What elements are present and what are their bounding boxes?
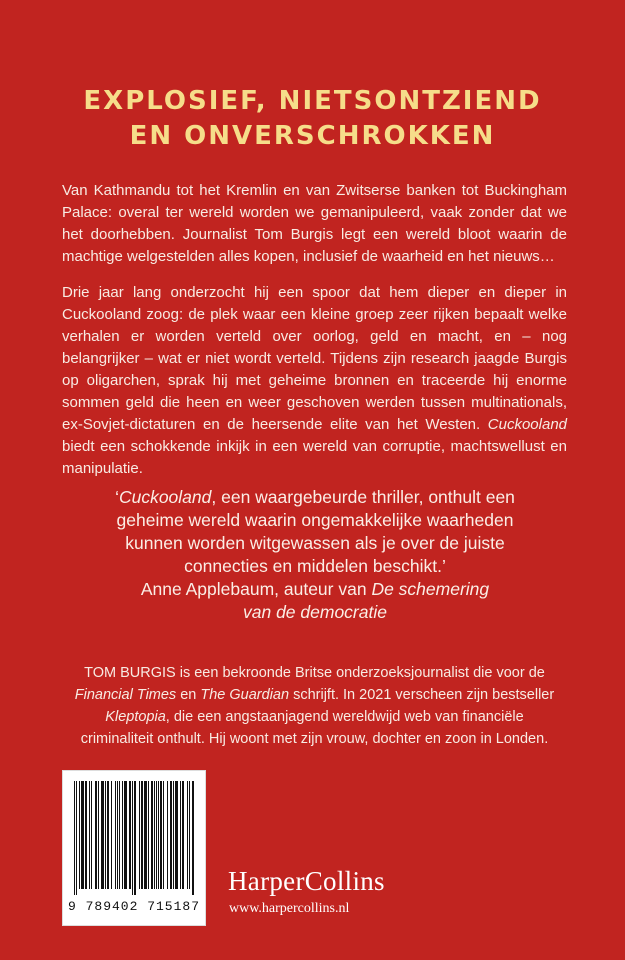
barcode-bar bbox=[141, 781, 143, 889]
bio-line-4: criminaliteit onthult. Hij woont met zijn vrouw, dochter en zoon in Londen. bbox=[80, 731, 549, 747]
barcode-bar bbox=[101, 781, 104, 889]
bio-line-3-text: , die een angstaanjagend wereldwijd web van financiële bbox=[165, 709, 524, 725]
barcode-bar bbox=[107, 781, 109, 889]
barcode-bar bbox=[98, 781, 99, 889]
quote-line-1-text: , een waargebeurde thriller, onthult een bbox=[211, 487, 515, 507]
barcode-bar bbox=[124, 781, 127, 889]
bio-line-2 bbox=[62, 684, 567, 706]
barcode-bar bbox=[111, 781, 112, 889]
bio-line-2-text: schrijft. In 2021 verscheen zijn bestseller bbox=[289, 687, 555, 703]
quote-attribution bbox=[80, 578, 550, 601]
isbn-barcode bbox=[74, 781, 194, 895]
publisher-logo: HarperCollins bbox=[228, 866, 385, 896]
barcode-bar bbox=[154, 781, 155, 889]
attribution-title-part-1: De schemering bbox=[371, 579, 490, 599]
barcode-bar bbox=[91, 781, 92, 889]
barcode-bar bbox=[105, 781, 106, 889]
barcode-bar bbox=[180, 781, 181, 889]
barcode-bar bbox=[119, 781, 120, 889]
quote-book-title: Cuckooland bbox=[118, 487, 212, 507]
barcode-bar bbox=[122, 781, 123, 889]
quote-line-4: connecties en middelen beschikt.’ bbox=[184, 556, 446, 576]
barcode-bar bbox=[156, 781, 157, 889]
barcode-bar bbox=[79, 781, 80, 889]
barcode-panel bbox=[62, 770, 206, 926]
barcode-bar bbox=[89, 781, 90, 889]
barcode-bar bbox=[160, 781, 162, 889]
publisher-website: www.harpercollins.nl bbox=[229, 901, 350, 916]
barcode-bar bbox=[158, 781, 159, 889]
quote-open-mark: ‘ bbox=[115, 487, 119, 507]
barcode-bar bbox=[74, 781, 75, 895]
bio-line-1: TOM BURGIS is een bekroonde Britse onderzoeksjournalist die voor de bbox=[84, 665, 545, 681]
barcode-bar bbox=[167, 781, 168, 889]
barcode-bar bbox=[189, 781, 190, 889]
barcode-bar bbox=[81, 781, 84, 889]
quote-line-3: kunnen worden witgewassen als je over de juiste bbox=[125, 533, 505, 553]
body-text-end: biedt een schokkende inkijk in een wereld van corruptie, machtswellust en manipulatie. bbox=[62, 438, 567, 477]
bio-book-kleptopia: Kleptopia bbox=[105, 709, 166, 725]
barcode-bar bbox=[175, 781, 178, 889]
body-text-start: Drie jaar lang onderzocht hij een spoor dat hem dieper en dieper in Cuckooland zoog: de plek waar een kleine groep zeer rijken bepaalt welke verhalen er worden verteld over oorlog, geld en macht, en – nog belangrijker – wat er niet wordt verteld. Tijdens zijn research jaagde Burgis op oligarchen, sprak hij met geheime bronnen en traceerde hij enorme sommen geld die heen en weer geschoven werden tussen multinationals, ex-Sovjet-dictaturen en de heersende elite van het Westen. bbox=[62, 284, 567, 433]
intro-paragraph: Van Kathmandu tot het Kremlin en van Zwitserse banken tot Buckingham Palace: overal ter wereld worden we gemanipuleerd, vaak zonder dat we het doorhebben. Journalist Tom Burgis legt een wereld bloot waarin de machtige welgestelden alles kopen, inclusief de waarheid en het nieuws… bbox=[62, 182, 567, 265]
headline-line-1: EXPLOSIEF, NIETSONTZIEND bbox=[83, 86, 542, 116]
barcode-bar bbox=[95, 781, 97, 889]
quote-line-1 bbox=[80, 486, 550, 509]
attribution-author: Anne Applebaum, auteur van bbox=[140, 579, 372, 599]
barcode-bar bbox=[139, 781, 140, 889]
barcode-bar bbox=[192, 781, 194, 895]
body-paragraph bbox=[62, 282, 567, 480]
barcode-bar bbox=[134, 781, 136, 895]
barcode-bar bbox=[144, 781, 147, 889]
headline bbox=[0, 84, 625, 154]
bio-newspaper-ft: Financial Times bbox=[74, 687, 177, 703]
body-book-title: Cuckooland bbox=[487, 416, 567, 433]
barcode-bar bbox=[151, 781, 153, 889]
author-bio bbox=[62, 662, 567, 750]
barcode-bar bbox=[129, 781, 131, 889]
headline-line-2: EN ONVERSCHROKKEN bbox=[129, 121, 496, 151]
barcode-bar bbox=[85, 781, 87, 889]
barcode-bar bbox=[182, 781, 184, 889]
barcode-bar bbox=[148, 781, 149, 889]
barcode-bar bbox=[163, 781, 164, 889]
attribution-title-part-2: van de democratie bbox=[243, 602, 387, 622]
barcode-bar bbox=[117, 781, 118, 889]
bio-line-2-and: en bbox=[176, 687, 201, 703]
barcode-bar bbox=[187, 781, 188, 889]
bio-line-3 bbox=[62, 706, 567, 728]
quote-line-2: geheime wereld waarin ongemakkelijke waarheden bbox=[116, 510, 514, 530]
barcode-bar bbox=[173, 781, 174, 889]
barcode-bar bbox=[132, 781, 133, 895]
barcode-bar bbox=[170, 781, 172, 889]
bio-newspaper-guardian: The Guardian bbox=[200, 687, 290, 703]
quote-attribution-line-2 bbox=[80, 601, 550, 624]
barcode-bar bbox=[115, 781, 116, 889]
barcode-bar bbox=[76, 781, 77, 895]
isbn-number: 9 789402 715187 bbox=[67, 899, 201, 914]
review-quote bbox=[80, 486, 550, 624]
